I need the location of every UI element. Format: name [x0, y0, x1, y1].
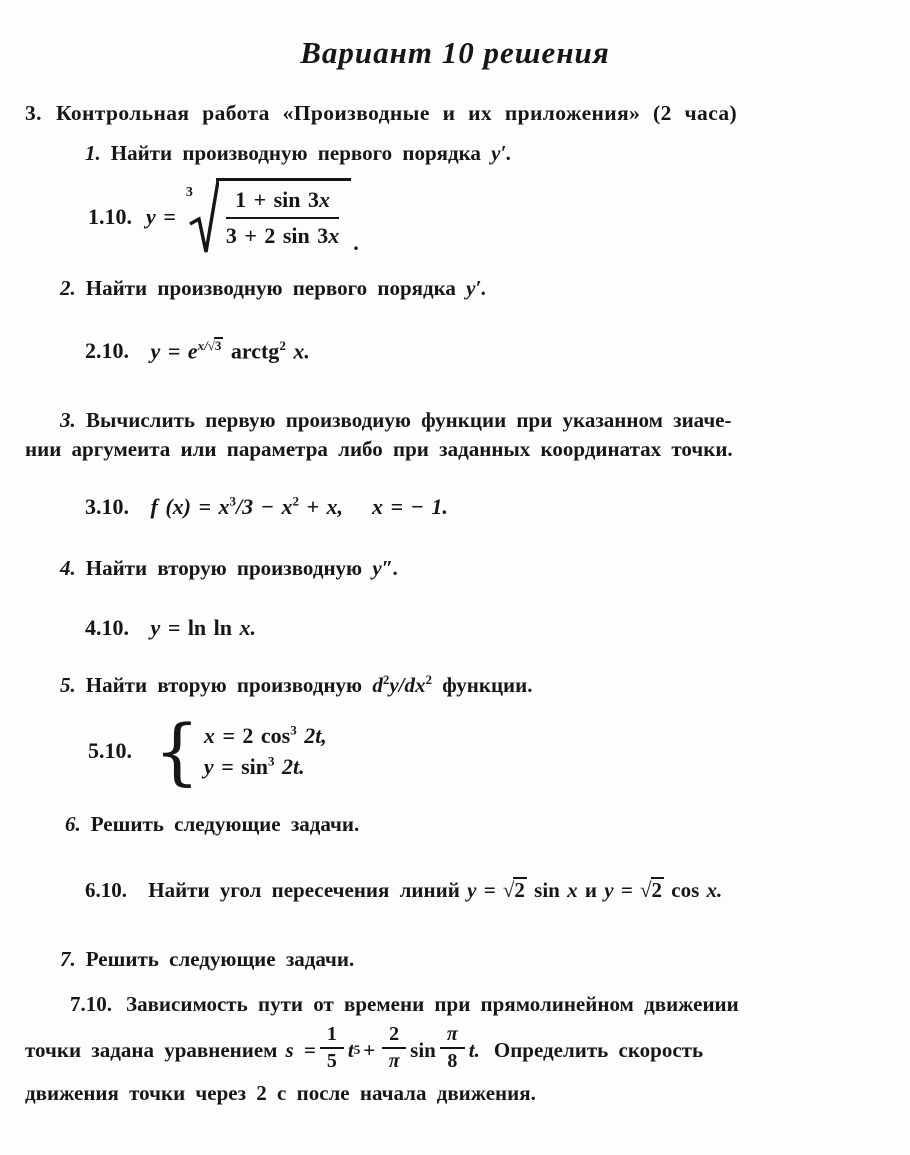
line1-argument: 2t, — [304, 723, 327, 749]
fraction-denominator: 5 — [326, 1050, 337, 1073]
function-sin: sin — [410, 1037, 436, 1062]
line2-pre-text: точки задана уравнением — [25, 1037, 278, 1062]
problem-5-10-label: 5.10. — [88, 738, 132, 764]
task-3-number: 3. — [60, 408, 76, 433]
equation-system — [154, 709, 327, 794]
fraction-numerator: π — [440, 1023, 465, 1049]
function-sin: sin — [534, 878, 560, 903]
fraction-1-5 — [320, 1023, 344, 1073]
task-5-instruction — [0, 673, 910, 698]
function-arctg: arctg — [230, 338, 280, 364]
math-t: t — [347, 1037, 354, 1062]
fraction-2-pi — [382, 1023, 406, 1073]
problem-2-10 — [0, 337, 910, 364]
problem-6-10-text: Найти угол пересечения линий — [148, 878, 460, 903]
math-t-period: t. — [468, 1037, 480, 1062]
numerator-variable: x — [319, 187, 331, 212]
task-5-number: 5. — [60, 673, 76, 698]
math-b: /3 − x — [236, 494, 293, 520]
task-5-text: Найти вторую производную — [85, 673, 363, 698]
exponent-text: x/ — [197, 338, 208, 353]
task-6-instruction — [0, 812, 910, 837]
task-2-instruction — [0, 276, 910, 301]
fraction-numerator: 1 — [320, 1023, 344, 1049]
fraction — [226, 186, 339, 250]
numerator-text: 1 + sin 3 — [235, 187, 320, 212]
line2-argument: 2t. — [282, 754, 305, 780]
math-argument: x. — [239, 615, 257, 641]
task-3-line-2: нии аргумеита или параметра либо при заданных координатах точки. — [25, 437, 733, 462]
system-line-1 — [204, 720, 327, 751]
system-line-2 — [204, 751, 327, 782]
task-1-instruction — [0, 141, 910, 166]
radicand-2: 2 — [514, 878, 525, 903]
task-4-math: y″. — [372, 556, 399, 581]
problem-6-10-label: 6.10. — [85, 878, 127, 903]
math-a: f (x) = x — [150, 494, 230, 520]
problem-1-10 — [0, 178, 910, 256]
math-lhs: y = e — [150, 338, 198, 364]
denominator — [226, 219, 339, 250]
math-x1: x — [567, 878, 578, 903]
task-7-instruction — [0, 947, 910, 972]
exponent-2: 2 — [292, 494, 299, 509]
cube-root — [186, 178, 351, 256]
task-3-text-1: Вычислить первую производиую функции при указанном зиаче- — [86, 408, 732, 433]
line1-function: 2 cos — [242, 723, 291, 749]
math-y1: y = — [467, 878, 496, 903]
problem-2-10-label: 2.10. — [85, 338, 129, 364]
line1-lhs: x = — [203, 723, 235, 749]
task-2-number: 2. — [60, 276, 76, 300]
problem-7-10-line-3: движения точки через 2 с после начала движения. — [25, 1081, 536, 1106]
problem-6-10 — [0, 877, 910, 903]
line1-exponent: 3 — [290, 723, 297, 738]
task-2-text: Найти производную первого порядка — [85, 276, 456, 300]
problem-7-10 — [25, 990, 888, 1108]
section-header — [25, 100, 890, 127]
task-1-math: y′. — [491, 141, 512, 165]
math-lhs: y = — [150, 615, 181, 641]
denominator-text: 3 + 2 sin 3 — [225, 223, 329, 248]
math-y2: y = — [604, 878, 633, 903]
line2-exponent: 3 — [268, 754, 275, 769]
fraction-denominator: 8 — [447, 1050, 458, 1073]
plus-sign: + — [363, 1037, 376, 1062]
math-c: + x, — [298, 494, 344, 520]
line2-function: sin — [241, 754, 269, 780]
line2-lhs: y = — [203, 754, 234, 780]
math-s-equals: s = — [285, 1037, 316, 1062]
sqrt-3 — [208, 338, 224, 353]
math-condition: x = − 1. — [372, 494, 448, 520]
task-4-instruction — [0, 556, 910, 581]
left-brace-icon: { — [154, 709, 200, 794]
derivative-mid: y/dx — [389, 673, 426, 698]
function-lnln: ln ln — [187, 615, 233, 641]
conjunction-and: и — [584, 878, 597, 903]
task-6-number: 6. — [65, 812, 81, 837]
line2-post-text: Определить скорость — [493, 1037, 704, 1062]
fraction-numerator: 2 — [382, 1023, 406, 1049]
task-5-post: функции. — [442, 673, 533, 698]
task-1-number: 1. — [85, 141, 101, 165]
task-6-text: Решить следующие задачи. — [90, 812, 360, 837]
fraction-pi-8 — [440, 1023, 465, 1073]
problem-7-10-text-1: Зависимость пути от времени при прямолинейном движеиии — [126, 992, 739, 1017]
derivative-sup-1: 2 — [382, 672, 390, 688]
task-7-text: Решить следующие задачи. — [85, 947, 355, 972]
task-1-text: Найти производную первого порядка — [110, 141, 481, 165]
section-number: 3. — [25, 101, 42, 125]
radical-sign-icon — [189, 178, 219, 256]
formula-period: . — [353, 230, 359, 255]
radicand-3: 3 — [214, 338, 222, 353]
radical-sign-icon: √ — [502, 878, 515, 903]
task-3-line-1 — [25, 406, 888, 435]
section-title: Контрольная работа «Производные и их приложения» (2 часа) — [55, 101, 738, 125]
denominator-variable: x — [328, 223, 340, 248]
system-lines — [204, 720, 327, 782]
radicand — [216, 178, 351, 250]
fraction-denominator: π — [388, 1050, 400, 1073]
task-4-number: 4. — [60, 556, 76, 581]
task-3-instruction — [25, 406, 888, 464]
problem-3-10-label: 3.10. — [85, 494, 129, 520]
exponent — [198, 338, 224, 353]
problem-1-10-label: 1.10. — [88, 204, 132, 229]
problem-7-10-line-1 — [25, 990, 888, 1019]
derivative-d: d — [372, 673, 383, 698]
function-cos: cos — [671, 878, 700, 903]
radical-sign-icon: √ — [640, 878, 652, 903]
task-7-number: 7. — [60, 947, 76, 972]
page-title: Вариант 10 решения — [300, 35, 610, 70]
problem-4-10-label: 4.10. — [85, 615, 129, 641]
math-x2: x. — [706, 878, 723, 903]
math-argument: x. — [293, 338, 310, 364]
problem-7-10-line-2: точки задана уравнением s = $\frac{1}{5}$ t 5 + $\frac{2}{\pi}$ sin $\frac{\pi}{8}$ t. Определить скорость — [25, 1023, 704, 1073]
numerator — [226, 186, 339, 219]
arctg-exponent: 2 — [279, 338, 286, 353]
problem-4-10 — [0, 615, 910, 641]
root-index: 3 — [185, 185, 193, 200]
problem-5-10 — [0, 709, 910, 794]
problem-7-10-label: 7.10. — [70, 992, 112, 1017]
task-4-text: Найти вторую производную — [85, 556, 363, 581]
sqrt-2-first — [503, 878, 527, 902]
derivative-sup-2: 2 — [425, 672, 432, 688]
sqrt-2-second — [640, 878, 664, 902]
problem-3-10 — [0, 494, 910, 520]
task-2-math: y′. — [466, 276, 487, 300]
math-lhs: y = — [146, 204, 176, 229]
exponent-3: 3 — [229, 494, 237, 509]
radical-sign-icon: √ — [207, 338, 215, 353]
radicand-2: 2 — [651, 878, 663, 903]
